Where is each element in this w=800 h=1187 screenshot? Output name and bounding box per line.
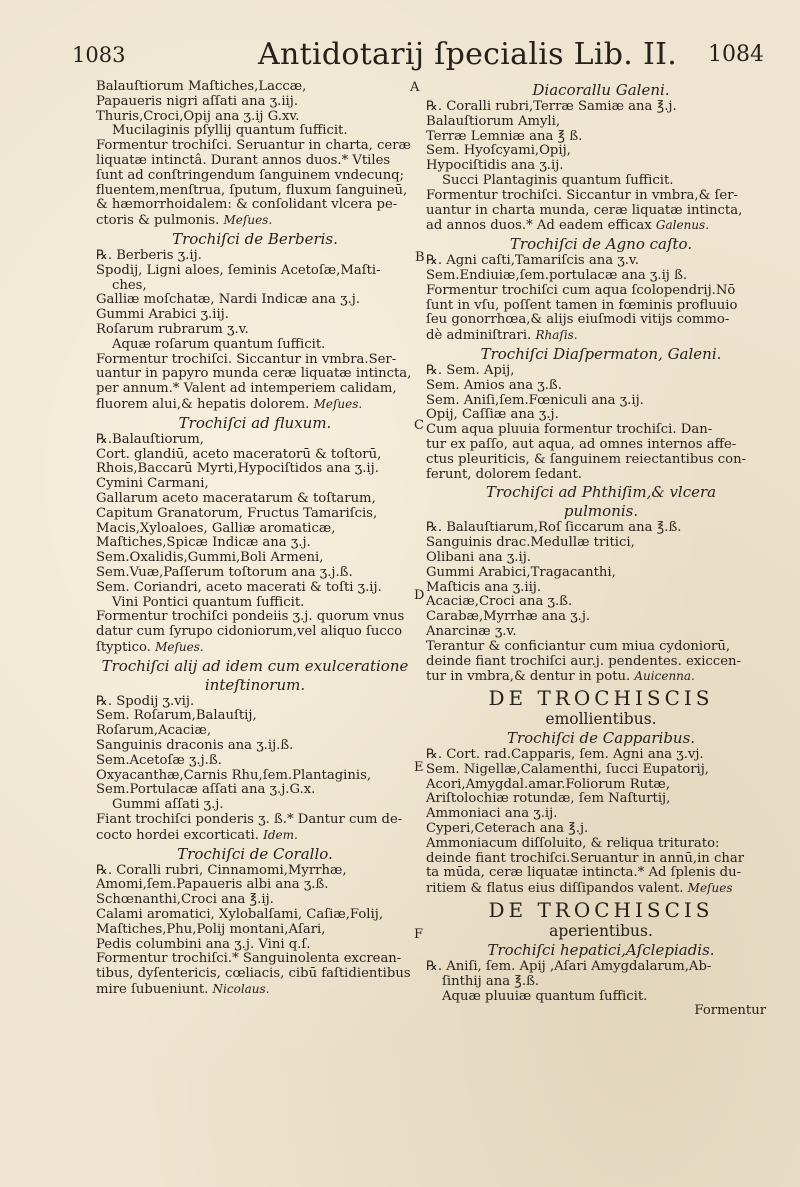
recipe-title (96, 677, 414, 694)
section-subheading (426, 710, 776, 728)
line-text: DE TROCHISCIS (488, 686, 714, 711)
line-text: Acaciæ,Croci ana ʒ.ß. (426, 594, 573, 610)
text-line (426, 852, 776, 867)
text-line (426, 536, 776, 551)
running-title: Antidotarij ſpecialis Lib. II. (258, 37, 678, 72)
line-text: Aquæ roſarum quantum ſufficit. (112, 336, 326, 352)
line-text: Formentur trochiſci. Siccantur in vmbra.Ser- (96, 351, 397, 367)
line-text: Terantur & conficiantur cum miua cydoniorū, (426, 638, 731, 654)
source-citation: Meſues (687, 881, 733, 896)
text-line (426, 881, 776, 897)
line-text: ferunt, dolorem ſedant. (426, 466, 582, 482)
line-text: Macis,Xyloaloes, Galliæ aromaticæ, (96, 520, 336, 536)
line-text: Thuris,Croci,Opij ana ʒ.ij G.xv. (96, 108, 300, 124)
line-text: Schœnanthi,Croci ana ℥.ij. (96, 892, 274, 908)
line-text: ℞. Balauſtiarum,Roſ ſiccarum ana ℥.ß. (426, 520, 682, 536)
text-line (426, 822, 776, 837)
line-text: Roſarum rubrarum ʒ.v. (96, 321, 249, 337)
line-text: Amomi,ſem.Papaueris albi ana ʒ.ß. (96, 877, 329, 893)
line-text: Sem. Roſarum,Balauſtij, (96, 708, 257, 724)
line-text: Sem. Amios ana ʒ.ß. (426, 377, 562, 393)
line-text: Calami aromatici, Xylobalſami, Caſiæ,Folij, (96, 907, 384, 923)
text-line (96, 213, 414, 229)
text-line (96, 864, 414, 879)
recipe-title (426, 730, 776, 747)
line-text: Trochiſci de Capparibus. (506, 729, 696, 748)
line-text: deinde fiant trochiſci.Seruantur in annū,in char (426, 850, 745, 866)
text-line (426, 866, 776, 881)
line-text: Balauſtiorum Amyli, (426, 113, 561, 129)
text-line (426, 551, 776, 566)
line-text: DE TROCHISCIS (488, 898, 714, 923)
line-text: ſeu gonorrhœa,& alijs eiuſmodi vitijs commo- (426, 312, 730, 328)
text-line (96, 198, 414, 213)
line-text: tur ex paſſo, aut aqua, ad omnes internos affe- (426, 436, 737, 452)
section-subheading (426, 922, 776, 940)
line-text: ℞.Balauſtiorum, (96, 431, 204, 447)
text-line (426, 174, 776, 189)
line-text: Cyperi,Ceterach ana ℥.j. (426, 821, 589, 837)
text-line (426, 655, 776, 670)
recipe-title (426, 503, 776, 520)
line-text: Capitum Granatorum, Fructus Tamariſcis, (96, 505, 378, 521)
text-line (426, 394, 776, 409)
line-text: Gallarum aceto maceratarum & toſtarum, (96, 490, 376, 506)
text-line (426, 566, 776, 581)
recipe-title (426, 82, 776, 99)
text-line (96, 522, 414, 537)
line-text: ℞. Aniſi, ſem. Apij ,Aſari Amygdalarum,Ab- (426, 959, 712, 975)
margin-letter-a: A (410, 80, 420, 95)
text-line (426, 837, 776, 852)
line-text: Diacorallu Galeni. (532, 81, 670, 99)
line-text: ctus pleuriticis, & ſanguinem reiectantibus con- (426, 451, 747, 467)
line-text: Formentur trochiſci. Seruantur in charta, ceræ (96, 138, 411, 154)
text-line (426, 748, 776, 763)
line-text: Olibani ana ʒ.ij. (426, 549, 531, 565)
line-text: ad annos duos.* Ad eadem efficax (426, 218, 652, 234)
text-line (96, 169, 414, 184)
text-line (426, 408, 776, 423)
text-line (96, 477, 414, 492)
section-heading (426, 687, 776, 710)
text-line (426, 328, 776, 344)
text-line (426, 625, 776, 640)
line-text: Mucilaginis pſyllij quantum ſufficit. (112, 123, 348, 139)
source-citation: Meſues. (223, 213, 273, 228)
text-line (426, 423, 776, 438)
text-line (96, 625, 414, 640)
text-line (96, 640, 414, 656)
text-line (96, 967, 414, 982)
text-line (96, 507, 414, 522)
line-text: Trochiſci de Berberis. (172, 229, 338, 248)
text-line (96, 433, 414, 448)
line-text: Sem. Nigellæ,Calamenthi, ſucci Eupatorij, (426, 761, 710, 777)
text-line (426, 595, 776, 610)
text-line (426, 975, 776, 990)
text-line (96, 581, 414, 596)
text-line (426, 130, 776, 145)
recipe-title (96, 231, 414, 248)
line-text: ritiem & flatus eius diſſipandos valent. (426, 881, 684, 897)
line-text: Cymini Carmani, (96, 476, 209, 492)
line-text: ctoris & pulmonis. (96, 213, 220, 229)
line-text: ℞. Coralli rubri, Cinnamomi,Myrrhæ, (96, 862, 347, 878)
line-text: per annum.* Valent ad intemperiem calidam, (96, 381, 397, 397)
source-citation: Meſues. (313, 396, 363, 411)
text-line (426, 269, 776, 284)
recipe-title (426, 484, 776, 501)
text-line (96, 279, 414, 294)
line-text: Sem.Vuæ,Paſſerum toſtorum ana ʒ.j.ß. (96, 564, 353, 580)
line-text: Trochiſci ad fluxum. (178, 413, 332, 432)
line-text: Cort. glandiū, aceto maceratorū & toſtorū, (96, 446, 382, 462)
line-text: uantur in charta munda, ceræ liquatæ intincta, (426, 202, 743, 218)
text-line (96, 908, 414, 923)
text-line (96, 80, 414, 95)
line-text: Trochiſci de Agno caſto. (509, 235, 693, 254)
text-line (426, 778, 776, 793)
line-text: Rhois,Baccarū Myrti,Hypociſtidos ana ʒ.ij. (96, 461, 379, 477)
line-text: tibus, dyſentericis, cœliacis, cibū faſtidientibus (96, 966, 411, 982)
text-line (426, 218, 776, 234)
margin-letter-e: E (414, 760, 424, 775)
text-line (96, 338, 414, 353)
line-text: Trochiſci de Corallo. (177, 844, 333, 863)
text-line (96, 551, 414, 566)
line-text: Sem.Portulacæ aſſati ana ʒ.j.G.x. (96, 782, 316, 798)
line-text: Opij, Caſſiæ ana ʒ.j. (426, 407, 559, 423)
text-line (96, 184, 414, 199)
text-line (426, 204, 776, 219)
text-line (426, 313, 776, 328)
text-line (426, 581, 776, 596)
source-citation: Nicolaus. (212, 982, 270, 997)
line-text: Sanguinis draconis ana ʒ.ij.ß. (96, 738, 294, 754)
line-text: Maſtiches,Phu,Polij montani,Aſari, (96, 921, 326, 937)
line-text: Formentur trochiſci pondeiis ʒ.j. quorum vnus (96, 609, 405, 625)
line-text: inteſtinorum. (204, 675, 306, 694)
line-text: Balauſtiorum Maſtiches,Laccæ, (96, 80, 307, 94)
source-citation: Rhaſis. (535, 328, 578, 343)
recipe-title (426, 942, 776, 959)
text-line (96, 139, 414, 154)
right-text-column (426, 80, 776, 1019)
line-text: ſunt ad conſtringendum ſanguinem vndecunq; (96, 167, 405, 183)
text-line (96, 448, 414, 463)
line-text: ℞. Spodij ʒ.vij. (96, 693, 195, 709)
section-heading (426, 899, 776, 922)
line-text: Gummi Arabici ʒ.iij. (96, 307, 229, 323)
line-text: Sem. Aniſi,ſem.Fœniculi ana ʒ.ij. (426, 392, 644, 408)
margin-letter-b: B (415, 250, 425, 265)
line-text: ℞. Sem. Apij, (426, 362, 515, 378)
text-line (96, 709, 414, 724)
line-text: aperientibus. (549, 922, 653, 941)
text-line (426, 364, 776, 379)
text-line (96, 893, 414, 908)
text-line (96, 353, 414, 368)
line-text: Formentur trochiſci.* Sanguinolenta excrean- (96, 951, 402, 967)
line-text: Gummi Arabici,Tragacanthi, (426, 564, 616, 580)
text-line (426, 453, 776, 468)
text-line (96, 938, 414, 953)
recipe-title (96, 658, 414, 675)
text-line (96, 462, 414, 477)
recipe-title (426, 236, 776, 253)
line-text: Ariſtolochiæ rotundæ, ſem Naſturtij, (426, 791, 671, 807)
text-line (96, 596, 414, 611)
line-text: ℞. Agni caſti,Tamariſcis ana ʒ.v. (426, 253, 640, 269)
text-line (426, 792, 776, 807)
line-text: Trochiſci Diaſpermaton, Galeni. (480, 344, 722, 363)
line-text: ſinthij ana ℥.ß. (442, 973, 540, 989)
line-text: uantur in papyro munda ceræ liquatæ intincta, (96, 366, 412, 382)
source-citation: Galenus. (655, 218, 710, 233)
margin-letter-d: D (414, 588, 425, 603)
line-text: Pedis columbini ana ʒ.j. Vini q.ſ. (96, 936, 311, 952)
line-text: fluorem alui,& hepatis dolorem. (96, 396, 310, 412)
text-line (96, 610, 414, 625)
line-text: ſtyptico. (96, 639, 151, 655)
line-text: Sem. Hyoſcyami,Opij, (426, 143, 571, 159)
text-line (426, 669, 776, 685)
text-line (426, 521, 776, 536)
text-line (96, 783, 414, 798)
text-line (96, 566, 414, 581)
line-text: & hæmorrhoidalem: & conſolidant vlcera pe- (96, 197, 398, 213)
text-line (96, 798, 414, 813)
line-text: Trochiſci alij ad idem cum exulceratione (101, 656, 409, 675)
line-text: ches, (112, 277, 147, 293)
text-line (96, 308, 414, 323)
line-text: Spodij, Ligni aloes, ſeminis Acetoſæ,Maſti- (96, 262, 381, 278)
line-text: ℞. Berberis ʒ.ij. (96, 247, 202, 263)
text-line (426, 763, 776, 778)
line-text: Ammoniaci ana ʒ.ij. (426, 806, 558, 822)
recipe-title (426, 346, 776, 363)
text-line (96, 124, 414, 139)
line-text: ta mūda, ceræ liquatæ intincta.* Ad ſplenis du- (426, 865, 742, 881)
line-text: Terræ Lemniæ ana ℥ ß. (426, 128, 583, 144)
text-line (96, 724, 414, 739)
line-text: Trochiſci ad Phthiſim,& vlcera (485, 483, 717, 502)
line-text: Formentur trochiſci. Siccantur in vmbra,& ſer- (426, 187, 738, 203)
line-text: Anarcinæ ʒ.v. (426, 623, 517, 639)
text-line (426, 189, 776, 204)
line-text: Acori,Amygdal.amar.Foliorum Rutæ, (426, 776, 671, 792)
line-text: ſunt in vſu, poſſent tamen in fœminis profluuio (426, 297, 738, 313)
text-line (426, 468, 776, 483)
text-line (426, 299, 776, 314)
line-text: cocto hordei excorticati. (96, 827, 259, 843)
line-text: Maſticis ana ʒ.iij. (426, 579, 542, 595)
text-line (96, 952, 414, 967)
margin-letter-f: F (414, 927, 424, 942)
line-text: Trochiſci hepatici,Aſclepiadis. (487, 941, 715, 960)
text-line (426, 284, 776, 299)
text-line (426, 807, 776, 822)
text-line (426, 610, 776, 625)
line-text: Formentur (694, 1003, 766, 1019)
line-text: Sem.Endiuiæ,ſem.portulacæ ana ʒ.ij ß. (426, 267, 688, 283)
text-line (426, 254, 776, 269)
recipe-title (96, 846, 414, 863)
text-line (426, 960, 776, 975)
line-text: liquatæ intinctâ. Durant annos duos.* Vtiles (96, 152, 391, 168)
text-line (426, 990, 776, 1005)
text-line (96, 249, 414, 264)
line-text: pulmonis. (563, 502, 639, 521)
line-text: Formentur trochiſci cum aqua ſcolopendrij.Nō (426, 282, 736, 298)
text-line (426, 144, 776, 159)
text-line (426, 100, 776, 115)
source-citation: Meſues. (155, 639, 204, 654)
line-text: Papaueris nigri aſſati ana ʒ.iij. (96, 93, 299, 109)
line-text: emollientibus. (545, 710, 657, 729)
line-text: Hypociſtidis ana ʒ.ij. (426, 158, 564, 174)
source-citation: Idem. (263, 827, 298, 842)
text-line (96, 813, 414, 828)
text-line (96, 828, 414, 844)
recipe-title (96, 415, 414, 432)
line-text: Cum aqua pluuia formentur trochiſci. Dan- (426, 422, 713, 438)
line-text: Ammoniacum diſſoluito, & reliqua triturato: (426, 835, 720, 851)
margin-letter-c: C (414, 418, 424, 433)
text-line (426, 640, 776, 655)
line-text: Sem. Coriandri, aceto macerati & toſti ʒ.ij. (96, 579, 382, 595)
text-line (426, 115, 776, 130)
line-text: Sem.Acetoſæ ʒ.j.ß. (96, 752, 222, 768)
page-number-right: 1084 (708, 42, 764, 67)
line-text: tur in vmbra,& dentur in potu. (426, 669, 631, 685)
line-text: Gummi aſſati ʒ.j. (112, 797, 224, 813)
text-line (96, 769, 414, 784)
text-line (96, 367, 414, 382)
line-text: Sanguinis drac.Medullæ tritici, (426, 535, 635, 551)
text-line (96, 878, 414, 893)
line-text: Sem.Oxalidis,Gummi,Boli Armeni, (96, 550, 324, 566)
text-line (96, 323, 414, 338)
text-line (96, 293, 414, 308)
text-line (96, 95, 414, 110)
page-number-left: 1083 (72, 43, 126, 67)
text-line (96, 695, 414, 710)
text-line (96, 110, 414, 125)
left-text-column (96, 80, 414, 998)
catchword (426, 1004, 776, 1019)
text-line (96, 536, 414, 551)
line-text: Galliæ moſchatæ, Nardi Indicæ ana ʒ.j. (96, 292, 361, 308)
line-text: ℞. Cort. rad.Capparis, ſem. Agni ana ʒ.vj. (426, 747, 704, 763)
line-text: fluentem,menſtrua, ſputum, fluxum ſanguineū, (96, 182, 408, 198)
text-line (426, 438, 776, 453)
line-text: Fiant trochiſci ponderis ʒ. ß.* Dantur cum de- (96, 812, 403, 828)
line-text: ℞. Coralli rubri,Terræ Samiæ ana ℥.j. (426, 99, 677, 114)
line-text: Vini Pontici quantum ſufficit. (112, 594, 305, 610)
line-text: datur cum ſyrupo cidoniorum,vel aliquo ſucco (96, 624, 403, 640)
text-line (96, 264, 414, 279)
line-text: mire ſubueniunt. (96, 982, 209, 998)
line-text: dè adminiſtrari. (426, 328, 532, 344)
line-text: Aquæ pluuiæ quantum ſufficit. (442, 988, 648, 1004)
text-line (426, 159, 776, 174)
text-line (96, 492, 414, 507)
text-line (96, 397, 414, 413)
line-text: Succi Plantaginis quantum ſufficit. (442, 172, 674, 188)
text-line (426, 379, 776, 394)
text-line (96, 923, 414, 938)
line-text: Maſtiches,Spicæ Indicæ ana ʒ.j. (96, 535, 311, 551)
text-line (96, 739, 414, 754)
line-text: Roſarum,Acaciæ, (96, 723, 212, 739)
text-line (96, 382, 414, 397)
text-line (96, 982, 414, 998)
text-line (96, 754, 414, 769)
line-text: Oxyacanthæ,Carnis Rhu,ſem.Plantaginis, (96, 767, 372, 783)
text-line (96, 154, 414, 169)
source-citation: Auicenna. (634, 669, 695, 684)
line-text: deinde fiant trochiſci aur.j. pendentes. exiccen- (426, 653, 741, 669)
line-text: Carabæ,Myrrhæ ana ʒ.j. (426, 609, 591, 625)
